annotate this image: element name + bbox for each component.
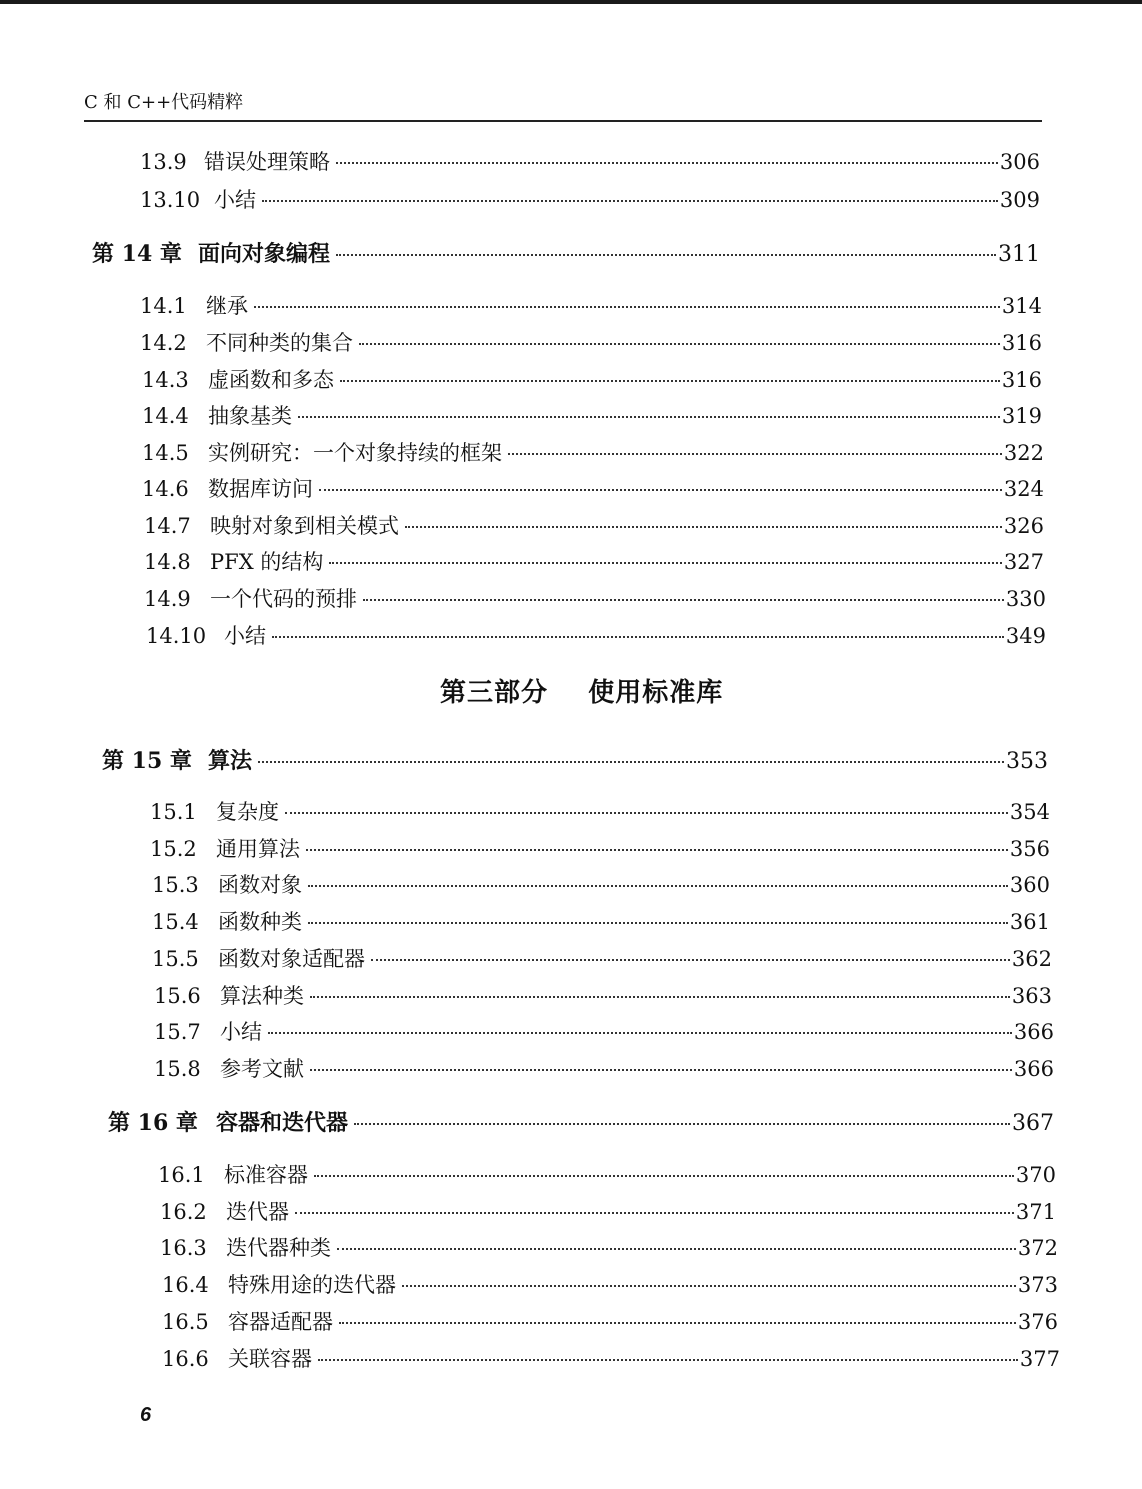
dot-leader xyxy=(298,412,1000,418)
toc-entry-number: 15.7 xyxy=(154,1020,201,1044)
book-title: C 和 C++代码精粹 xyxy=(84,92,244,113)
dot-leader xyxy=(363,595,1004,601)
toc-entry-title: 虚函数和多态 xyxy=(208,368,334,392)
dot-leader xyxy=(310,992,1010,998)
toc-entry-number: 14.8 xyxy=(144,550,191,574)
toc-entry-number: 13.10 xyxy=(140,188,201,212)
toc-section-row xyxy=(158,1159,1056,1191)
toc-entry-number: 16.2 xyxy=(160,1200,207,1224)
toc-section-row xyxy=(152,906,1050,938)
toc-section-row xyxy=(140,290,1042,322)
toc-entry-title: PFX 的结构 xyxy=(210,550,324,574)
toc-page-number: 316 xyxy=(1001,331,1042,355)
toc-entry-number: 16.3 xyxy=(160,1236,207,1260)
dot-leader xyxy=(295,1208,1014,1214)
dot-leader xyxy=(354,1119,1010,1125)
toc-entry-number: 第 16 章 xyxy=(108,1110,198,1136)
toc-entry-title: 小结 xyxy=(214,188,256,212)
toc-entry-number: 15.4 xyxy=(152,910,199,934)
toc-entry-title: 不同种类的集合 xyxy=(206,331,353,355)
toc-page-number: 362 xyxy=(1011,947,1052,971)
toc-entry-number: 14.10 xyxy=(146,624,207,648)
toc-page-number: 356 xyxy=(1009,837,1050,861)
toc-page-number: 361 xyxy=(1009,910,1050,934)
toc-page-number: 349 xyxy=(1005,624,1046,648)
toc-entry-title: 函数对象 xyxy=(218,873,302,897)
toc-section-row xyxy=(152,943,1052,975)
toc-section-row xyxy=(144,546,1044,578)
toc-entry-title: 特殊用途的迭代器 xyxy=(228,1273,396,1297)
toc-entry-number: 14.3 xyxy=(142,368,189,392)
toc-entry-number: 14.2 xyxy=(140,331,187,355)
toc-entry-number: 14.4 xyxy=(142,404,189,428)
toc-section-row xyxy=(140,184,1040,216)
toc-entry-number: 14.1 xyxy=(140,294,187,318)
toc-section-row xyxy=(142,473,1044,505)
toc-chapter-row xyxy=(92,237,1040,269)
toc-entry-number: 16.4 xyxy=(162,1273,209,1297)
toc-entry-number: 16.1 xyxy=(158,1163,205,1187)
toc-section-row xyxy=(140,146,1040,178)
dot-leader xyxy=(339,1318,1016,1324)
toc-page-number: 322 xyxy=(1003,441,1044,465)
toc-entry-title: 数据库访问 xyxy=(208,477,313,501)
toc-section-row xyxy=(154,1053,1054,1085)
toc-entry-title: 实例研究：一个对象持续的框架 xyxy=(208,441,502,465)
toc-section-row xyxy=(152,869,1050,901)
toc-section-row xyxy=(142,364,1042,396)
toc-entry-title: 复杂度 xyxy=(216,800,279,824)
toc-entry-title: 算法 xyxy=(208,748,253,774)
toc-entry-number: 第 15 章 xyxy=(102,748,192,774)
toc-entry-title: 标准容器 xyxy=(224,1163,308,1187)
dot-leader xyxy=(262,196,998,202)
toc-page-number: 316 xyxy=(1001,368,1042,392)
dot-leader xyxy=(508,449,1002,455)
toc-entry-number: 14.5 xyxy=(142,441,189,465)
toc-entry-title: 函数对象适配器 xyxy=(218,947,365,971)
toc-section-row xyxy=(140,327,1042,359)
toc-entry-number: 15.5 xyxy=(152,947,199,971)
part-title: 第三部分 使用标准库 xyxy=(440,678,724,708)
toc-entry-number: 14.7 xyxy=(144,514,191,538)
toc-page-number: 373 xyxy=(1017,1273,1058,1297)
dot-leader xyxy=(254,302,1000,308)
toc-entry-title: 参考文献 xyxy=(220,1057,304,1081)
toc-entry-number: 16.5 xyxy=(162,1310,209,1334)
toc-section-row xyxy=(150,796,1050,828)
toc-page-number: 372 xyxy=(1017,1236,1058,1260)
dot-leader xyxy=(405,522,1002,528)
toc-page-number: 371 xyxy=(1015,1200,1056,1224)
toc-page-number: 376 xyxy=(1017,1310,1058,1334)
dot-leader xyxy=(336,250,996,256)
toc-entry-title: 映射对象到相关模式 xyxy=(210,514,399,538)
dot-leader xyxy=(318,1355,1018,1361)
toc-entry-title: 通用算法 xyxy=(216,837,300,861)
toc-entry-title: 错误处理策略 xyxy=(204,150,330,174)
dot-leader xyxy=(268,1028,1012,1034)
toc-section-row xyxy=(162,1306,1058,1338)
toc-section-row xyxy=(162,1343,1060,1375)
toc-chapter-row xyxy=(108,1106,1054,1138)
toc-entry-title: 函数种类 xyxy=(218,910,302,934)
toc-page-number: 366 xyxy=(1013,1057,1054,1081)
toc-entry-number: 第 14 章 xyxy=(92,241,182,267)
toc-page-number: 330 xyxy=(1005,587,1046,611)
toc-entry-number: 15.3 xyxy=(152,873,199,897)
toc-entry-number: 15.2 xyxy=(150,837,197,861)
dot-leader xyxy=(340,376,1000,382)
toc-entry-title: 面向对象编程 xyxy=(198,241,331,267)
dot-leader xyxy=(337,1244,1016,1250)
toc-section-row xyxy=(162,1269,1058,1301)
toc-page-number: 324 xyxy=(1003,477,1044,501)
toc-entry-number: 15.1 xyxy=(150,800,197,824)
toc-entry-number: 13.9 xyxy=(140,150,187,174)
toc-section-row xyxy=(144,510,1044,542)
toc-section-row xyxy=(142,437,1044,469)
toc-page-number: 363 xyxy=(1011,984,1052,1008)
toc-section-row xyxy=(144,583,1046,615)
page-number: 6 xyxy=(140,1404,152,1426)
toc-entry-title: 一个代码的预排 xyxy=(210,587,357,611)
toc-section-row xyxy=(154,1016,1054,1048)
toc-entry-title: 容器适配器 xyxy=(228,1310,333,1334)
toc-entry-title: 算法种类 xyxy=(220,984,304,1008)
toc-page-number: 367 xyxy=(1012,1111,1054,1136)
toc-page-number: 327 xyxy=(1003,550,1044,574)
dot-leader xyxy=(336,158,998,164)
toc-page-number: 354 xyxy=(1009,800,1050,824)
toc-section-row xyxy=(142,400,1042,432)
toc-page-number: 326 xyxy=(1003,514,1044,538)
dot-leader xyxy=(329,558,1002,564)
toc-page-number: 370 xyxy=(1015,1163,1056,1187)
toc-section-row xyxy=(160,1196,1056,1228)
toc-entry-title: 抽象基类 xyxy=(208,404,292,428)
toc-entry-number: 14.9 xyxy=(144,587,191,611)
toc-section-row xyxy=(150,833,1050,865)
toc-entry-title: 小结 xyxy=(220,1020,262,1044)
dot-leader xyxy=(272,632,1004,638)
toc-entry-title: 小结 xyxy=(224,624,266,648)
dot-leader xyxy=(359,339,1000,345)
toc-chapter-row xyxy=(102,744,1048,776)
toc-section-row xyxy=(146,620,1046,652)
dot-leader xyxy=(314,1171,1014,1177)
toc-page-number: 311 xyxy=(998,242,1040,267)
toc-section-row xyxy=(154,980,1052,1012)
toc-page-number: 319 xyxy=(1001,404,1042,428)
toc-entry-title: 继承 xyxy=(206,294,248,318)
toc-entry-title: 容器和迭代器 xyxy=(216,1110,349,1136)
toc-entry-number: 16.6 xyxy=(162,1347,209,1371)
dot-leader xyxy=(319,485,1002,491)
dot-leader xyxy=(285,808,1008,814)
dot-leader xyxy=(371,955,1010,961)
toc-page-number: 306 xyxy=(999,150,1040,174)
toc-page-number: 353 xyxy=(1006,749,1048,774)
dot-leader xyxy=(306,845,1008,851)
dot-leader xyxy=(308,881,1008,887)
toc-entry-number: 15.6 xyxy=(154,984,201,1008)
toc-entry-title: 迭代器 xyxy=(226,1200,289,1224)
toc-page-number: 377 xyxy=(1019,1347,1060,1371)
dot-leader xyxy=(308,918,1008,924)
toc-entry-title: 关联容器 xyxy=(228,1347,312,1371)
dot-leader xyxy=(402,1281,1016,1287)
toc-entry-number: 15.8 xyxy=(154,1057,201,1081)
toc-page-number: 309 xyxy=(999,188,1040,212)
toc-entry-number: 14.6 xyxy=(142,477,189,501)
toc-page-number: 314 xyxy=(1001,294,1042,318)
toc-section-row xyxy=(160,1232,1058,1264)
dot-leader xyxy=(258,757,1004,763)
toc-page-number: 366 xyxy=(1013,1020,1054,1044)
toc-entry-title: 迭代器种类 xyxy=(226,1236,331,1260)
dot-leader xyxy=(310,1065,1012,1071)
toc-page-number: 360 xyxy=(1009,873,1050,897)
